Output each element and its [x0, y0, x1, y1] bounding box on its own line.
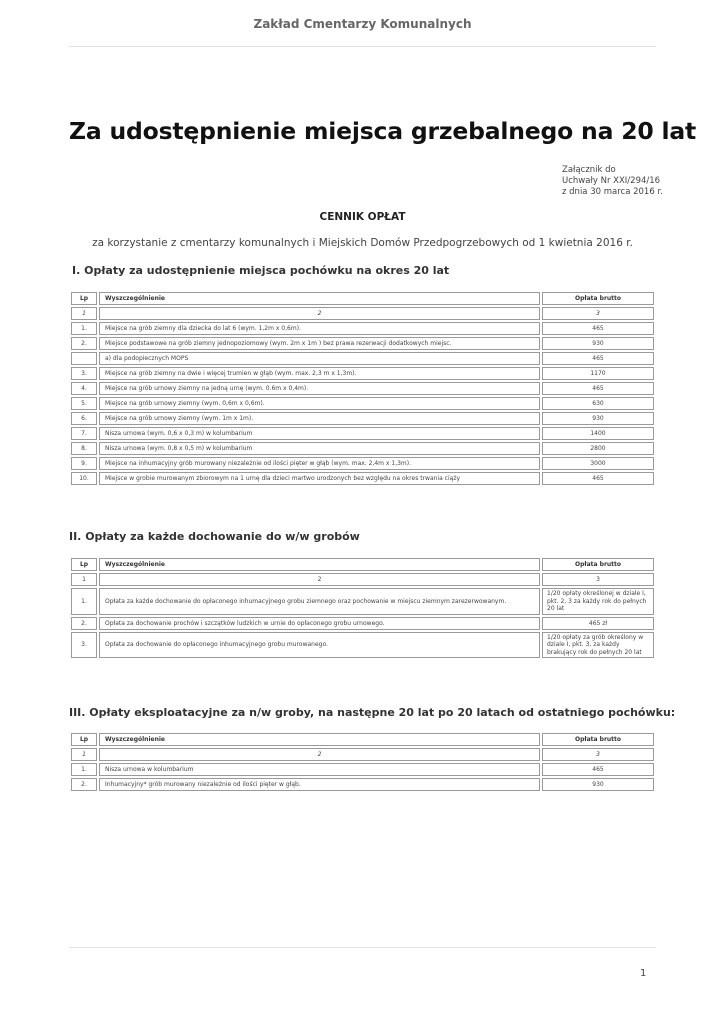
fee-table-burial-places [69, 290, 656, 487]
row-fee: 465 [542, 352, 654, 365]
row-number: 3. [71, 367, 97, 380]
row-fee: 1/20 opłaty określonej w dziale I, pkt. 2, 3 za każdy rok do pełnych 20 lat [542, 588, 654, 615]
column-header-fee: Opłata brutto [542, 292, 654, 305]
row-fee: 930 [542, 337, 654, 350]
row-number: 10. [71, 472, 97, 485]
row-fee: 1400 [542, 427, 654, 440]
row-description: Miejsce w grobie murowanym zbiorowym na 1 urnę dla dzieci martwo urodzonych bez względu na okres trwania ciąży [99, 472, 540, 485]
row-description: Nisza urnowa (wym. 0,8 x 0,5 m) w kolumbarium [99, 442, 540, 455]
table-row [71, 397, 654, 410]
row-number: 1. [71, 322, 97, 335]
organization-header: Zakład Cmentarzy Komunalnych [253, 17, 472, 31]
table-header-row [71, 558, 654, 571]
row-fee: 465 [542, 763, 654, 776]
table-row [71, 427, 654, 440]
column-header-description: Wyszczególnienie [99, 558, 540, 571]
attachment-line: Uchwały Nr XXI/294/16 [562, 176, 661, 186]
row-fee: 930 [542, 778, 654, 791]
row-description: a) dla podopiecznych MOPS [99, 352, 540, 365]
index-cell: 2 [99, 307, 540, 320]
column-header-description: Wyszczególnienie [99, 292, 540, 305]
table-row [71, 632, 654, 659]
table-index-row [71, 307, 654, 320]
row-fee: 465 [542, 322, 654, 335]
row-description: Inhumacyjny* grób murowany niezależnie od ilości pięter w głąb. [99, 778, 540, 791]
table-row [71, 472, 654, 485]
table-row [71, 588, 654, 615]
index-cell: 2 [99, 573, 540, 586]
table-row [71, 322, 654, 335]
index-cell: 1 [71, 748, 97, 761]
row-description: Miejsce na grób urnowy ziemny na jedną urnę (wym. 0.6m x 0,4m). [99, 382, 540, 395]
table-row [71, 412, 654, 425]
table-row [71, 763, 654, 776]
fee-table-additional-burials [69, 556, 656, 660]
table-row [71, 367, 654, 380]
row-fee: 2800 [542, 442, 654, 455]
section-heading: I. Opłaty za udostępnienie miejsca pochówku na okres 20 lat [72, 264, 450, 277]
row-description: Miejsce na inhumacyjny grób murowany niezależnie od ilości pięter w głąb (wym. max. 2,4m x 1,3m). [99, 457, 540, 470]
attachment-line: z dnia 30 marca 2016 r. [562, 187, 663, 197]
table-row [71, 778, 654, 791]
table-row [71, 457, 654, 470]
row-description: Opłata za dochowanie prochów i szczątków ludzkich w urnie do opłaconego grobu urnowego. [99, 617, 540, 630]
row-description: Miejsce na grób ziemny na dwie i więcej trumien w głąb (wym. max. 2,3 m x 1,3m). [99, 367, 540, 380]
table-header-row [71, 733, 654, 746]
row-number: 9. [71, 457, 97, 470]
attachment-note [562, 165, 663, 198]
page-number: 1 [640, 968, 647, 979]
row-description: Miejsce podstawowe na grób ziemny jednopoziomowy (wym. 2m x 1m ) bez prawa rezerwacji dodatkowych miejsc. [99, 337, 540, 350]
section-heading: II. Opłaty za każde dochowanie do w/w grobów [69, 530, 360, 543]
index-cell: 3 [542, 573, 654, 586]
row-number: 5. [71, 397, 97, 410]
column-header-lp: Lp [71, 558, 97, 571]
row-description: Miejsce na grób urnowy ziemny (wym. 0,6m x 0,6m). [99, 397, 540, 410]
row-description: Opłata za dochowanie do opłaconego inhumacyjnego grobu murowanego. [99, 632, 540, 659]
row-description: Miejsce na grób urnowy ziemny (wym. 1m x 1m). [99, 412, 540, 425]
row-fee: 930 [542, 412, 654, 425]
table-header-row [71, 292, 654, 305]
row-fee: 3000 [542, 457, 654, 470]
row-number: 2. [71, 617, 97, 630]
column-header-fee: Opłata brutto [542, 733, 654, 746]
row-description: Nisza urnowa (wym. 0,6 x 0,3 m) w kolumbarium [99, 427, 540, 440]
table-row [71, 352, 654, 365]
index-cell: 1 [71, 307, 97, 320]
row-number: 3. [71, 632, 97, 659]
document-title: Za udostępnienie miejsca grzebalnego na 20 lat [69, 117, 697, 145]
index-cell: 1 [71, 573, 97, 586]
row-number: 6. [71, 412, 97, 425]
row-number: 1. [71, 763, 97, 776]
table-row [71, 382, 654, 395]
fee-table-maintenance [69, 731, 656, 793]
price-list-subtitle: za korzystanie z cmentarzy komunalnych i Miejskich Domów Przedpogrzebowych od 1 kwietnia 2016 r. [92, 237, 633, 249]
table-row [71, 442, 654, 455]
column-header-fee: Opłata brutto [542, 558, 654, 571]
row-number: 2. [71, 778, 97, 791]
row-fee: 465 [542, 472, 654, 485]
column-header-lp: Lp [71, 292, 97, 305]
header-divider [69, 46, 656, 47]
row-fee: 1/20 opłaty za grób określony w dziale I, pkt. 3, za każdy brakujący rok do pełnych 20 lat [542, 632, 654, 659]
table-row [71, 617, 654, 630]
footer-divider [69, 947, 656, 948]
table-index-row [71, 748, 654, 761]
table-index-row [71, 573, 654, 586]
row-fee: 465 zł [542, 617, 654, 630]
column-header-description: Wyszczególnienie [99, 733, 540, 746]
price-list-title: CENNIK OPŁAT [319, 211, 406, 223]
index-cell: 2 [99, 748, 540, 761]
row-description: Nisza urnowa w kolumbarium [99, 763, 540, 776]
row-number [71, 352, 97, 365]
row-description: Miejsce na grób ziemny dla dziecka do lat 6 (wym. 1,2m x 0,6m). [99, 322, 540, 335]
row-fee: 465 [542, 382, 654, 395]
row-number: 7. [71, 427, 97, 440]
index-cell: 3 [542, 307, 654, 320]
row-number: 4. [71, 382, 97, 395]
table-row [71, 337, 654, 350]
attachment-line: Załącznik do [562, 165, 616, 175]
index-cell: 3 [542, 748, 654, 761]
row-description: Opłata za każde dochowanie do opłaconego inhumacyjnego grobu ziemnego oraz pochowanie w miejscu ziemnym zarezerwowanym. [99, 588, 540, 615]
row-fee: 630 [542, 397, 654, 410]
row-number: 8. [71, 442, 97, 455]
row-number: 1. [71, 588, 97, 615]
row-number: 2. [71, 337, 97, 350]
row-fee: 1170 [542, 367, 654, 380]
column-header-lp: Lp [71, 733, 97, 746]
section-heading: III. Opłaty eksploatacyjne za n/w groby, na następne 20 lat po 20 latach od ostatniego pochówku: [69, 706, 676, 719]
